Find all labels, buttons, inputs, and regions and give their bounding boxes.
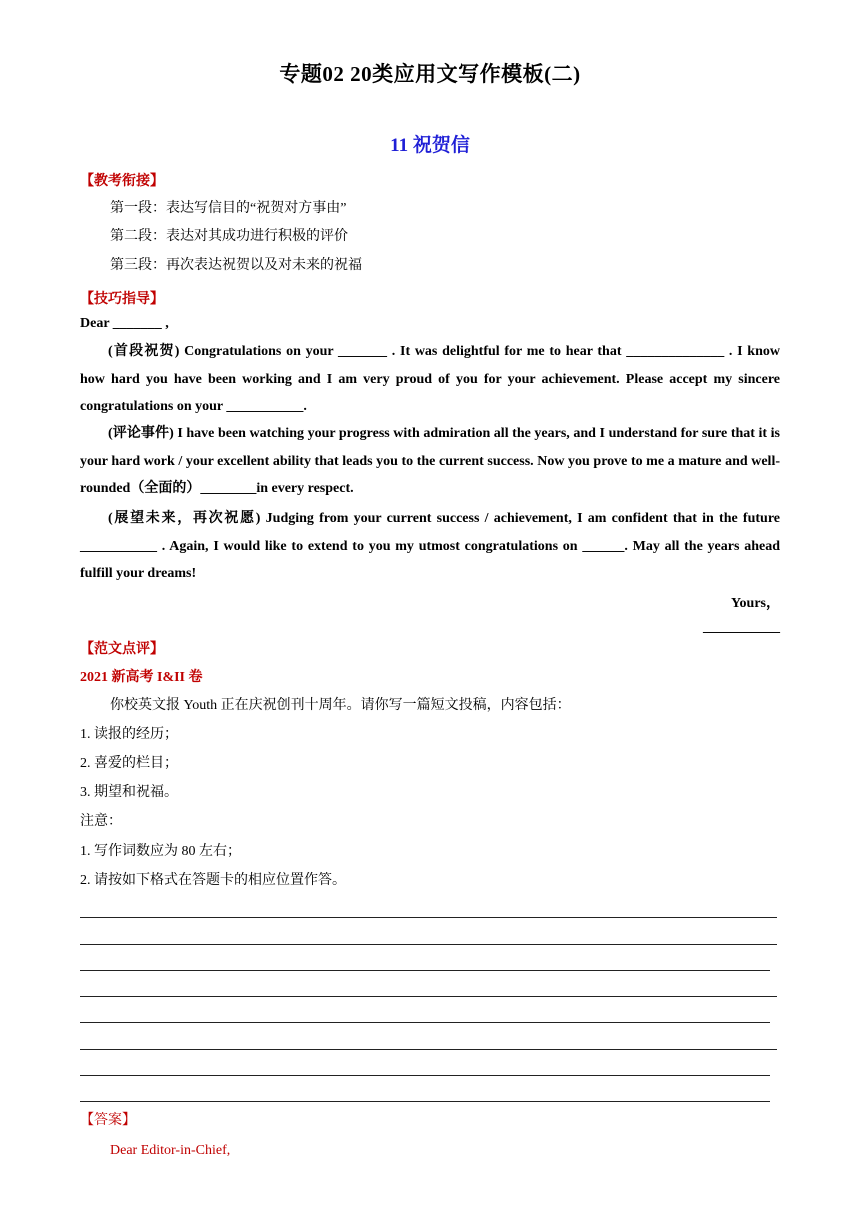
heading-jiqiao: 【技巧指导】 <box>80 292 164 307</box>
heading-jiaokao: 【教考衔接】 <box>80 174 164 189</box>
template-paragraph-3: (展望未来，再次祝愿) Judging from your current success / achievement, I am confident that in the future ___________ . Again, I would like to extend to you my utmost congratulations on ______. May all the years ahead fulfill your dreams! <box>80 511 780 581</box>
prompt-item-1: 1. 读报的经历； <box>80 727 178 742</box>
answer-line <box>80 944 777 945</box>
prompt-item-3: 3. 期望和祝福。 <box>80 785 178 800</box>
prompt-item-2: 2. 喜爱的栏目； <box>80 756 178 771</box>
outline-line-3: 第三段：再次表达祝贺以及对未来的祝福 <box>110 258 362 273</box>
note-label: 注意： <box>80 814 122 829</box>
outline-line-2: 第二段：表达对其成功进行积极的评价 <box>110 229 348 244</box>
template-paragraph-2: (评论事件) I have been watching your progress with admiration all the years, and I understand for sure that it is your hard work / your excellent ability that leads you to the current success. Now you prove to me a mature and well-rounded（全面的）________in every respect. <box>80 426 780 496</box>
answer-line <box>80 1049 777 1050</box>
answer-line <box>80 1101 770 1102</box>
template-signature: ___________ <box>703 620 780 635</box>
template-salutation: Dear _______ , <box>80 316 169 331</box>
answer-salutation: Dear Editor-in-Chief, <box>110 1143 231 1158</box>
answer-line <box>80 996 777 997</box>
page-title: 专题02 20类应用文写作模板(二) <box>279 62 581 86</box>
answer-line <box>80 970 770 971</box>
template-closing: Yours， <box>730 596 780 611</box>
answer-line <box>80 1075 770 1076</box>
answer-line <box>80 1022 770 1023</box>
template-paragraph-1: (首段祝贺) Congratulations on your _______ . It was delightful for me to hear that ______________ . I know how hard you have been working and I am very proud of you for your achievement. Please accept my sincere congratulations on your ___________. <box>80 344 780 414</box>
note-item-2: 2. 请按如下格式在答题卡的相应位置作答。 <box>80 873 346 888</box>
exam-label: 2021 新高考 I&II 卷 <box>80 670 203 685</box>
note-item-1: 1. 写作词数应为 80 左右； <box>80 844 241 859</box>
answer-line <box>80 917 777 918</box>
heading-fanwen: 【范文点评】 <box>80 642 164 657</box>
section-subtitle: 11 祝贺信 <box>390 135 470 156</box>
heading-answer: 【答案】 <box>80 1113 136 1128</box>
outline-line-1: 第一段：表达写信目的“祝贺对方事由” <box>110 201 347 216</box>
exam-prompt: 你校英文报 Youth 正在庆祝创刊十周年。请你写一篇短文投稿，内容包括： <box>110 698 571 713</box>
